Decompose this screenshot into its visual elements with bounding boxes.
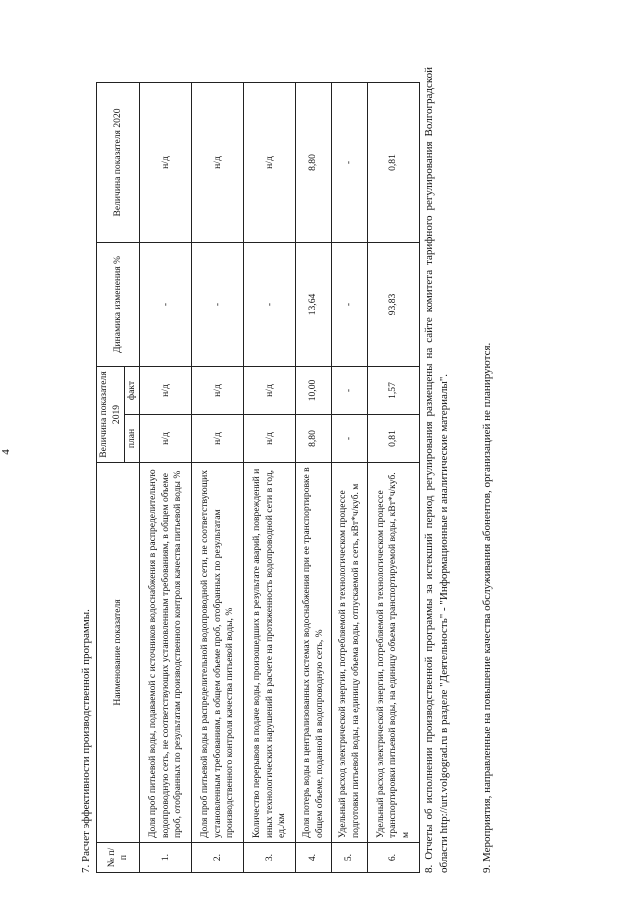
table-row: [192, 82, 244, 872]
row-dynamics: 13,64: [296, 242, 332, 366]
row-plan: н/д: [140, 415, 192, 463]
row-dynamics: -: [332, 242, 368, 366]
row-plan: 8,80: [296, 415, 332, 463]
table-row: [296, 82, 332, 872]
section-heading: 7. Расчет эффективности производственной программы.: [80, 609, 92, 873]
row-dynamics: -: [140, 242, 192, 366]
row-name: Удельный расход электрической энергии, потребляемой в технологическом процессе подготовки питьевой воды, на единицу объема воды, отпускаемой в сеть, кВт*ч/куб. м: [332, 463, 368, 843]
page-number: 4: [0, 449, 12, 455]
row-name: Доля проб питьевой воды, подаваемой с источников водоснабжения в распределительную водопроводную сеть, не соответствующих установленным требованиям, в общем объеме проб, отобранных по результатам производственного контроля качества питьевой воды %: [140, 463, 192, 843]
paragraph-measures: 9. Мероприятия, направленные на повышение качества обслуживания абонентов, организацией не планируются.: [481, 342, 493, 873]
row-fact: 1,57: [368, 366, 420, 414]
header-value-2019: Величина показателя 2019: [97, 366, 125, 462]
header-dynamics: Динамика изменения %: [97, 242, 140, 366]
row-plan: -: [332, 415, 368, 463]
row-fact: н/д: [140, 366, 192, 414]
row-value-2020: н/д: [244, 82, 296, 242]
row-num: 3.: [244, 843, 296, 873]
header-num: № п/п: [97, 843, 140, 873]
row-fact: -: [332, 366, 368, 414]
row-name: Доля проб питьевой воды в распределительной водопроводной сети, не соответствующих установленным требованиям, в общем объеме проб, отобранных по результатам производственного контроля качества питьевой воды, %: [192, 463, 244, 843]
header-value-2020: Величина показателя 2020: [97, 82, 140, 242]
row-value-2020: 8,80: [296, 82, 332, 242]
row-name: Количество перерывов в подаче воды, произошедших в результате аварий, повреждений и иных технологических нарушений в расчете на протяженность водопроводной сети в год, ед./км: [244, 463, 296, 843]
table-row: [244, 82, 296, 872]
table-row: [140, 82, 192, 872]
row-value-2020: 0,81: [368, 82, 420, 242]
header-fact: факт: [125, 366, 140, 414]
header-plan: план: [125, 415, 140, 463]
row-fact: н/д: [192, 366, 244, 414]
table-row: [332, 82, 368, 872]
row-num: 5.: [332, 843, 368, 873]
row-value-2020: н/д: [140, 82, 192, 242]
row-plan: 0,81: [368, 415, 420, 463]
row-num: 6.: [368, 843, 420, 873]
paragraph-reports: 8. Отчеты об исполнении производственной программы за истекший период регулирования размещены на сайте комитета тарифного регулирования Волгоградской области http://urt.volgograd.ru в разделе "Деятельность" - "Информационные и аналитические материалы".: [423, 67, 450, 873]
row-value-2020: -: [332, 82, 368, 242]
row-name: Доля потерь воды в централизованных системах водоснабжения при ее транспортировке в общем объеме, поданной в водопроводную сеть, %: [296, 463, 332, 843]
row-num: 4.: [296, 843, 332, 873]
efficiency-table: [96, 82, 420, 873]
row-plan: н/д: [192, 415, 244, 463]
row-name: Удельный расход электрической энергии, потребляемой в технологическом процессе транспортировки питьевой воды, на единицу объема транспортируемой воды, кВт*ч/куб. м: [368, 463, 420, 843]
row-dynamics: -: [244, 242, 296, 366]
row-dynamics: -: [192, 242, 244, 366]
row-num: 1.: [140, 843, 192, 873]
table-row: [368, 82, 420, 872]
row-fact: 10,00: [296, 366, 332, 414]
row-value-2020: н/д: [192, 82, 244, 242]
row-num: 2.: [192, 843, 244, 873]
header-name: Наименование показателя: [97, 463, 140, 843]
row-plan: н/д: [244, 415, 296, 463]
row-fact: н/д: [244, 366, 296, 414]
row-dynamics: 93,83: [368, 242, 420, 366]
